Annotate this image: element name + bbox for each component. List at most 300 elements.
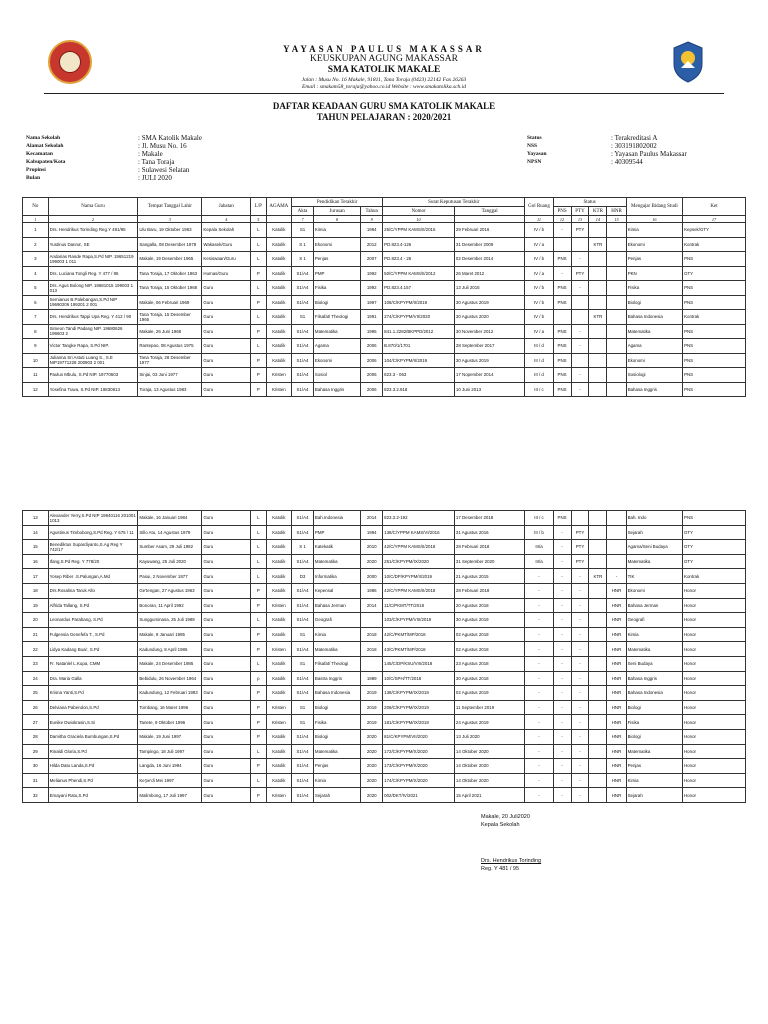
table-cell: Katolik [266,773,292,788]
table-cell: 2014 [361,598,383,613]
table-cell: Katolik [266,540,292,555]
table-cell: PNS [683,281,746,296]
table-cell: PMP [313,525,360,540]
table-cell: Agustinus Timbobong,S.Pd Reg. Y 675 / 11 [48,525,138,540]
table-cell: Informatika [313,569,360,584]
table-cell: 28 Februari 2018 [454,583,525,598]
info-label: Alamat Sekolah [26,143,64,149]
table-cell: S1/A4 [292,686,314,701]
table-cell: S1/A4 [292,525,314,540]
table-cell: S1/A4 [292,788,314,803]
table-cell: 10/C/SPH/TT/2018 [383,671,455,686]
table-cell: - [553,656,571,671]
table-cell: S1/A4 [292,598,314,613]
table-cell: 002/DKT/IV/2021 [383,788,455,803]
table-cell: Biologi [313,700,360,715]
table-cell: 14 Oktober 2020 [454,773,525,788]
table-cell: Kimia [626,627,682,642]
table-cell: - [525,671,553,686]
table-cell: 30 Agustus 2020 [454,310,524,325]
table-cell: - [553,715,571,730]
info-label: Kecamatan [26,151,53,157]
table-cell: Honor [683,744,746,759]
info-value: : Sulawesi Selatan [138,166,190,174]
table-cell: Biologi [313,729,360,744]
table-cell: Pasui, 2 November 1977 [138,569,202,584]
table-cell: Katolik [266,339,292,354]
table-cell: - [571,569,589,584]
table-cell: S1/A4 [292,583,314,598]
table-cell: L [251,540,266,555]
table-cell: Yosefina Tuwa, S.Pd NIP. 19830813 [48,382,138,397]
table-cell: 10/C/DP/KPYPM/II/2019 [383,569,455,584]
info-label: NPSN [527,159,542,165]
table-cell: IV / a [525,266,553,281]
table-cell: Katolik [266,511,292,526]
col-number [266,216,292,223]
col-number [454,216,524,223]
table-cell: Matematika [626,744,682,759]
table-cell: 5 [23,281,49,296]
table-cell: IV / b [525,295,553,310]
table-cell [607,266,626,281]
school-info-labels [26,134,126,182]
table-row [23,353,746,368]
table-cell: Drs. Agus Bolong NIP. 19681015 199003 1 013 [48,281,138,296]
table-cell: PD.823.4-126 [383,237,455,252]
table-cell: PNS [553,511,571,526]
table-cell: Sinjai, 03 Juni 1977 [138,368,202,383]
table-cell: PTY [571,554,589,569]
table-cell: Makale, 16 Januari 1984 [138,511,202,526]
table-row [23,715,746,730]
table-row [23,598,746,613]
table-cell: 2012 [361,237,383,252]
table-cell: - [525,700,553,715]
col-number: 10 [383,216,455,223]
table-cell: Ge'tengan, 27 Agustus 1963 [138,583,202,598]
col-header-year: Tahun [361,207,383,216]
table-cell: Wakasek/Guru [202,237,251,252]
table-cell: Katolik [266,237,292,252]
table-cell: - [553,671,571,686]
table-cell: - [571,627,589,642]
table-cell: - [571,759,589,774]
table-cell [607,382,626,397]
table-row [23,525,746,540]
table-cell: Guru [202,310,251,325]
table-cell: Sejarah [313,788,360,803]
table-cell: Kepala Sekolah [202,223,251,238]
table-cell: Honor [683,627,746,642]
table-row [23,252,746,267]
table-cell: Honor [683,583,746,598]
table-cell [589,686,607,701]
table-cell: Seni Budaya [626,656,682,671]
table-cell: Rinaldi Gloria,S.Pd [48,744,138,759]
table-cell: Bahasa Inggris [313,382,360,397]
info-value: : Tana Toraja [138,158,175,166]
table-cell: 138/C/YPPM KAMS/VI/2016 [383,525,455,540]
table-cell: Geografi [626,613,682,628]
teacher-rows-part-1 [23,223,746,397]
table-cell: III / d [525,339,553,354]
table-cell: Paulus Mbulu, S.Pd NIP. 19770603 [48,368,138,383]
table-cell: P [251,715,266,730]
signature-role: Kepala Sekolah [481,822,520,828]
table-cell: Kimia [313,627,360,642]
table-cell: 28 [23,729,49,744]
table-cell: III/a [525,554,553,569]
table-cell: Yustinus Danna', SE [48,237,138,252]
table-cell: Agama [313,339,360,354]
table-cell: Katolik [266,252,292,267]
table-cell: HNR [607,627,626,642]
table-cell: L [251,281,266,296]
table-cell: L [251,252,266,267]
table-cell: Guru [202,382,251,397]
info-label: Bulan [26,175,41,181]
table-cell: Fisika [626,715,682,730]
table-cell: Rantepao, 08 Agustus 1975 [138,339,202,354]
table-cell [607,540,626,555]
info-value: : 303191802002 [611,142,657,150]
table-row [23,266,746,281]
column-number-row [23,216,746,223]
table-cell: L [251,773,266,788]
table-cell: Guru [202,540,251,555]
table-cell: Tana Toraja, 15 Oktober 1968 [138,281,202,296]
col-header-birth: Tempat Tanggal Lahir [138,198,202,216]
table-cell: - [553,598,571,613]
table-cell: 17 Desember 2018 [454,511,525,526]
table-cell: KTR [589,237,607,252]
table-cell: Guru [202,729,251,744]
table-cell: 2020 [361,744,383,759]
table-cell: Fr. Natanlel L.Kupa, CMM [48,656,138,671]
table-cell [589,339,607,354]
table-cell: 10 Juni 2013 [454,382,524,397]
table-cell: 81/C/KPYPM/VII/2020 [383,729,455,744]
table-cell: Makale, 19 Juni 1997 [138,729,202,744]
table-cell: Bahasa Inggris [626,671,682,686]
table-cell: Biologi [626,295,682,310]
table-cell: - [553,554,571,569]
table-cell: 13 Juli 2015 [454,281,524,296]
table-cell: Bah. Indo [626,511,682,526]
table-cell: S1/A4 [292,744,314,759]
table-cell: PNS [683,353,746,368]
table-cell [589,598,607,613]
table-cell: Katolik [266,569,292,584]
table-cell: Bah.Indonesia [313,511,360,526]
table-cell [589,266,607,281]
table-cell: S1/A4 [292,295,314,310]
table-cell: P [251,353,266,368]
table-cell: 1997 [361,295,383,310]
table-cell: - [553,788,571,803]
table-cell: L [251,511,266,526]
table-cell: Honor [683,759,746,774]
table-cell: 02 Desember 2014 [454,252,524,267]
table-cell: 108/C/KPYPM/II/2019 [383,295,455,310]
table-cell: 50/C/YPPM KAMS/II/2012 [383,266,455,281]
table-cell: Kristen [266,368,292,383]
table-cell: Honor [683,642,746,657]
table-cell: 1 [23,223,49,238]
table-cell: PNS [553,339,571,354]
table-cell: 31 Desember 2009 [454,237,524,252]
table-cell: HNR [607,700,626,715]
table-cell: 4 [23,266,49,281]
table-cell: P [251,686,266,701]
table-cell: Katolik [266,525,292,540]
table-cell: 2006 [361,382,383,397]
table-cell: Fisika [626,281,682,296]
table-cell: P [251,295,266,310]
table-cell: PNS [683,368,746,383]
table-cell: Guru [202,368,251,383]
table-cell: Fisika [313,715,360,730]
table-cell: 823.3 - 063 [383,368,455,383]
table-cell: Lidya Kadang Buai', S.Pd [48,642,138,657]
table-cell: Guru [202,554,251,569]
col-number: 17 [683,216,746,223]
table-cell: 173/C/KPYPM/X/2020 [383,759,455,774]
table-cell: 15 [23,540,49,555]
table-cell: - [571,700,589,715]
col-header-religion: AGAMA [266,198,292,216]
table-cell: Yosep Riber .S.Palungan,A.Md [48,569,138,584]
table-cell: Katolik [266,266,292,281]
table-cell: Biologi [626,729,682,744]
table-cell [589,223,607,238]
table-cell: Kontrak [683,237,746,252]
table-cell: 14 Oktober 2020 [454,759,525,774]
table-row [23,671,746,686]
table-cell: 26 Maret 2012 [454,266,524,281]
table-cell [589,382,607,397]
table-cell: Tana Toraja, 15 Desember 1966 [138,310,202,325]
col-header-status: Status [553,198,626,207]
table-cell: 23 Agustus 2018 [454,656,525,671]
table-cell: Guru [202,339,251,354]
table-cell: PNS [553,252,571,267]
table-cell: Biologi [626,700,682,715]
table-cell: Drs. Hendrikus Tappi Upa Reg. Y 412 / 90 [48,310,138,325]
table-cell: IV / b [525,310,553,325]
table-cell: 16 [23,554,49,569]
table-cell: 29 Februari 2016 [454,223,524,238]
table-cell: Honor [683,656,746,671]
info-value: : Terakreditasi A [611,134,658,142]
table-cell: Katolik [266,324,292,339]
table-cell: Melianus Phendi,S.Pd [48,773,138,788]
table-cell: Tampingo, 18 Juli 1997 [138,744,202,759]
table-cell: S1/A4 [292,759,314,774]
table-cell: Makale, 26 Juni 1968 [138,324,202,339]
table-cell: Katolik [266,554,292,569]
table-cell [589,671,607,686]
table-cell: PD.823.4.157 [383,281,455,296]
table-cell: Sejarah [626,525,682,540]
table-cell: Katolik [266,281,292,296]
table-cell: PTY [571,540,589,555]
table-cell: - [571,671,589,686]
table-cell [589,773,607,788]
table-cell: L [251,310,266,325]
document-subtitle: TAHUN PELAJARAN : 2020/2021 [316,112,452,122]
table-cell: Matematika [313,324,360,339]
table-cell: 31 September 2020 [454,554,525,569]
table-cell: HNR [607,759,626,774]
table-cell: 2019 [361,715,383,730]
table-cell: 1994 [361,525,383,540]
table-cell: Sosiologi [626,368,682,383]
table-cell: Makale, 06 Februari 1969 [138,295,202,310]
table-cell: - [553,613,571,628]
table-cell: 138/C/KPYPM/IX/2019 [383,686,455,701]
table-cell [571,353,589,368]
table-cell [607,310,626,325]
table-cell: Honor [683,729,746,744]
status-info-values [611,134,751,166]
table-cell: Guru [202,715,251,730]
table-cell: Simeon Tandi Padang NIP. 19680626 199603 2 [48,324,138,339]
teacher-table-part-1 [22,197,746,397]
table-cell [589,281,607,296]
table-cell: Delviana Pabendon,S.Pd [48,700,138,715]
info-label: Propinsi [26,167,46,173]
table-cell: Andarias Rande Rapa,S.Pd NIP. 19651219 199003 1 011 [48,252,138,267]
table-cell: 17 [23,569,49,584]
table-cell: PTY [571,266,589,281]
table-cell [553,237,571,252]
table-cell: Ekonomi [626,237,682,252]
table-cell [589,554,607,569]
col-number: 2 [48,216,138,223]
table-cell [589,715,607,730]
table-cell: 2006 [361,368,383,383]
col-number: 3 [138,216,202,223]
table-cell: - [571,773,589,788]
table-cell: - [553,540,571,555]
table-cell: S1/A4 [292,511,314,526]
table-cell: 181/C/KPYPM/IX/2019 [383,715,455,730]
table-cell: Guru [202,525,251,540]
table-cell: 2006 [361,353,383,368]
table-cell [589,368,607,383]
table-cell [607,525,626,540]
table-cell: PMP [313,266,360,281]
table-cell: Guru [202,511,251,526]
table-cell: HNR [607,656,626,671]
info-label: NSS [527,143,538,149]
table-cell: Kepensal [313,583,360,598]
table-cell: Sejarah [626,788,682,803]
table-cell: S1 [292,656,314,671]
table-cell: L [251,656,266,671]
table-row [23,656,746,671]
table-cell: Katekatik [313,540,360,555]
table-cell: HNR [607,729,626,744]
table-cell: Tanete, 9 Oktober 1996 [138,715,202,730]
table-cell: S1/A4 [292,613,314,628]
table-cell: PNS [553,368,571,383]
table-cell: S1/A4 [292,642,314,657]
table-cell: GTY [683,540,746,555]
table-cell: - [571,656,589,671]
table-cell: 9 [23,339,49,354]
table-cell: Kristen [266,642,292,657]
table-row [23,788,746,803]
table-cell: IV / a [525,237,553,252]
table-cell: Kontrak [683,569,746,584]
col-header-grade: Gol Ruang [525,198,553,216]
school-info-values [138,134,308,182]
table-cell: 2018 [361,627,383,642]
col-header-education: Pendidikan Terakhir [292,198,383,207]
table-cell: S1/A4 [292,339,314,354]
table-cell: 11 [23,368,49,383]
table-cell: 28 Februari 2018 [454,540,525,555]
table-cell: Benediktus Supardiyanto,S.Ag Reg Y 742/17 [48,540,138,555]
col-number: 1 [23,216,49,223]
table-cell: S1/A4 [292,554,314,569]
table-cell [589,700,607,715]
table-row [23,686,746,701]
table-row [23,744,746,759]
table-row [23,237,746,252]
table-cell: L [251,525,266,540]
table-cell: 32 [23,788,49,803]
table-cell: 1995 [361,324,383,339]
table-cell: 2019 [361,700,383,715]
table-cell: - [553,759,571,774]
table-cell: Makale, 24 Desember 1985 [138,656,202,671]
table-cell: Tana Toraja, 28 Desember 1977 [138,353,202,368]
table-row [23,310,746,325]
table-cell: Sumber Asam, 29 Juli 1982 [138,540,202,555]
table-cell: 23 [23,656,49,671]
table-cell: - [571,686,589,701]
table-cell: 30 Agustus 2019 [454,295,524,310]
table-cell: HNR [607,715,626,730]
table-cell: - [553,223,571,238]
table-row [23,511,746,526]
table-cell: Dra. Maria Galla [48,671,138,686]
table-cell [589,729,607,744]
table-cell: Honor [683,598,746,613]
table-cell: Kristen [266,382,292,397]
table-cell: Matematika [313,642,360,657]
col-header-major: Jurusan [313,207,360,216]
info-value: : Jl. Musu No. 16 [138,142,187,150]
table-cell [607,511,626,526]
info-value: : Yayasan Paulus Makassar [611,150,687,158]
table-cell: Ulu Baru, 19 Oktober 1963 [138,223,202,238]
table-cell: Agama/Seni Budaya [626,540,682,555]
table-cell: - [553,525,571,540]
table-cell: - [525,788,553,803]
table-cell: Honor [683,613,746,628]
table-cell: - [553,642,571,657]
table-cell: Drs. Hendrikus Torinding Reg.Y 481/95 [48,223,138,238]
col-number: 11 [525,216,553,223]
table-cell: S 1 [292,252,314,267]
table-cell: - [525,759,553,774]
table-cell: Humas/Guru [202,266,251,281]
